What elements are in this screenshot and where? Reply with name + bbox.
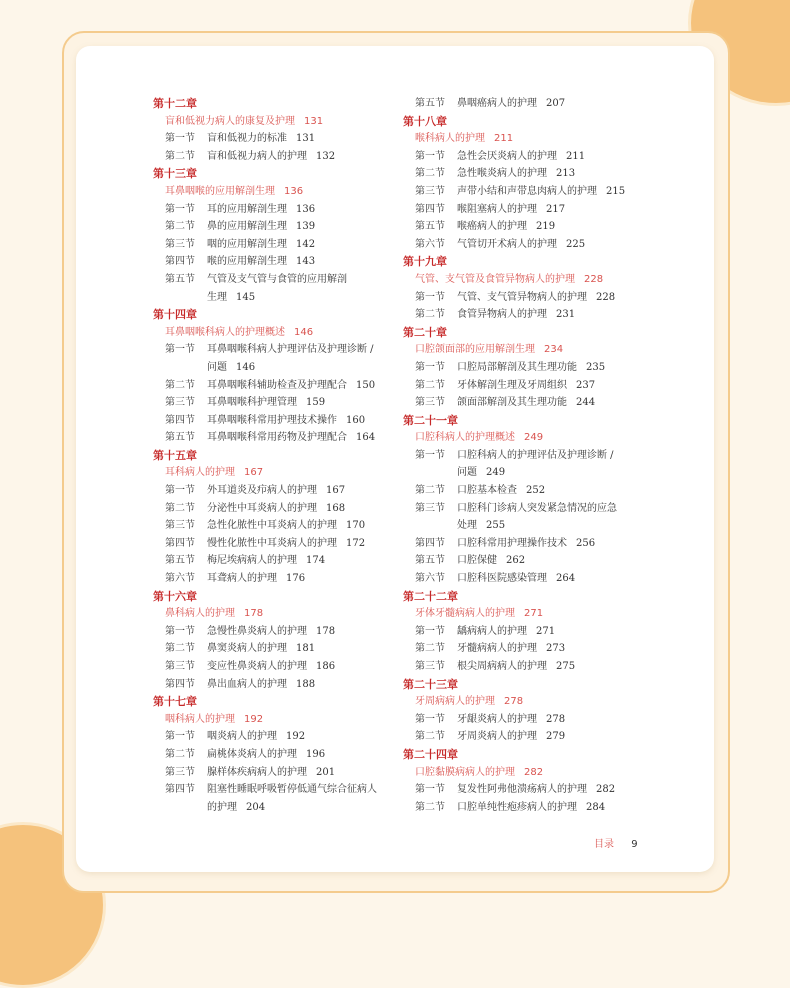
toc-left-column [153, 95, 413, 816]
toc-section [403, 658, 663, 676]
toc-section [153, 341, 413, 359]
page-ref: 186 [316, 661, 336, 672]
section-number: 第四节 [165, 678, 195, 690]
section-number: 第二节 [415, 485, 445, 497]
toc-chapter [153, 447, 413, 465]
toc-section [153, 764, 413, 782]
entry-text: 急慢性鼻炎病人的护理 [207, 625, 307, 637]
page-ref: 159 [306, 397, 326, 409]
section-number: 第一节 [415, 713, 445, 725]
section-number: 第一节 [165, 344, 195, 356]
entry-text: 喉科病人的护理 [415, 133, 485, 145]
section-number: 第二节 [415, 379, 445, 391]
toc-title [153, 711, 413, 729]
section-number: 第二节 [165, 150, 195, 162]
entry-text: 龋病病人的护理 [457, 625, 527, 637]
toc-cont [153, 359, 413, 377]
entry-text: 耳鼻咽喉科病人的护理概述 [165, 326, 285, 338]
section-number: 第二节 [165, 502, 195, 514]
page-ref: 249 [486, 467, 506, 479]
toc-chapter [403, 113, 663, 131]
toc-section [153, 623, 413, 641]
toc-section [403, 201, 663, 219]
page-ref: 234 [544, 344, 564, 356]
page-ref: 278 [504, 696, 524, 708]
entry-text: 梅尼埃病病人的护理 [207, 555, 297, 567]
entry-text: 第十八章 [403, 114, 447, 128]
page-ref: 139 [296, 221, 316, 233]
entry-text: 耳的应用解剖生理 [207, 203, 287, 215]
toc-section [153, 517, 413, 535]
section-number: 第一节 [415, 625, 445, 637]
toc-section [153, 148, 413, 166]
entry-text: 耳科病人的护理 [165, 467, 235, 479]
entry-text: 鼻科病人的护理 [165, 608, 235, 620]
entry-text: 口腔科门诊病人突发紧急情况的应急 [457, 502, 617, 514]
toc-section [153, 500, 413, 518]
entry-text: 第二十三章 [403, 677, 458, 691]
page-ref: 160 [346, 414, 366, 426]
page-ref: 237 [576, 379, 596, 391]
entry-text: 牙龈炎病人的护理 [457, 713, 537, 725]
section-number: 第四节 [165, 256, 195, 268]
page-ref: 264 [556, 573, 576, 585]
entry-text: 处理 [457, 520, 477, 532]
page-ref: 150 [356, 379, 376, 391]
section-number: 第一节 [165, 731, 195, 743]
entry-text: 鼻窦炎病人的护理 [207, 643, 287, 655]
toc-section [153, 676, 413, 694]
page-ref: 164 [356, 432, 376, 444]
page-ref: 146 [236, 361, 256, 373]
section-number: 第二节 [165, 748, 195, 760]
section-number: 第一节 [165, 133, 195, 145]
toc-section [153, 236, 413, 254]
section-number: 第四节 [165, 537, 195, 549]
entry-text: 第十七章 [153, 695, 197, 709]
toc-section [153, 218, 413, 236]
page-ref: 136 [284, 185, 304, 197]
entry-text: 气管、支气管及食管异物病人的护理 [415, 273, 575, 285]
section-number: 第二节 [165, 221, 195, 233]
toc-section [403, 781, 663, 799]
page-ref: 181 [296, 643, 316, 655]
toc-section [153, 130, 413, 148]
toc-title [403, 130, 663, 148]
entry-text: 喉的应用解剖生理 [207, 256, 287, 268]
entry-text: 牙周病病人的护理 [415, 696, 495, 708]
entry-text: 鼻咽癌病人的护理 [457, 98, 537, 109]
section-number: 第三节 [415, 185, 445, 197]
toc-title [153, 183, 413, 201]
entry-text: 耳鼻咽喉的应用解剖生理 [165, 185, 275, 197]
toc-section [153, 201, 413, 219]
entry-text: 第十二章 [153, 97, 197, 110]
entry-text: 急性化脓性中耳炎病人的护理 [207, 520, 337, 532]
entry-text: 生理 [207, 291, 227, 303]
toc-section [403, 570, 663, 588]
page-ref: 235 [586, 361, 606, 373]
toc-title [403, 693, 663, 711]
page-ref: 279 [546, 731, 566, 743]
entry-text: 口腔基本检查 [457, 485, 517, 497]
page-ref: 271 [536, 625, 556, 637]
page-ref: 196 [306, 748, 326, 760]
page-ref: 271 [524, 608, 544, 620]
toc-chapter [153, 306, 413, 324]
toc-section [153, 412, 413, 430]
toc-section [403, 148, 663, 166]
toc-title [403, 605, 663, 623]
toc-section [403, 711, 663, 729]
section-number: 第二节 [415, 731, 445, 743]
toc-cont [403, 464, 663, 482]
section-number: 第三节 [415, 502, 445, 514]
toc-section [153, 640, 413, 658]
page-ref: 192 [286, 731, 306, 743]
toc-cont [403, 517, 663, 535]
toc-section [403, 306, 663, 324]
section-number: 第一节 [415, 291, 445, 303]
page-ref: 174 [306, 555, 326, 567]
toc-section [153, 429, 413, 447]
entry-text: 口腔科常用护理操作技术 [457, 537, 567, 549]
toc-chapter [153, 165, 413, 183]
toc-section [153, 271, 413, 289]
page-ref: 225 [566, 238, 586, 250]
toc-chapter [153, 95, 413, 113]
toc-section [403, 95, 663, 113]
section-number: 第四节 [165, 784, 195, 796]
entry-text: 口腔单纯性疱疹病人的护理 [457, 801, 577, 813]
section-number: 第三节 [165, 397, 195, 409]
page-number: 9 [631, 839, 638, 850]
page-ref: 167 [244, 467, 264, 479]
entry-text: 根尖周病病人的护理 [457, 661, 547, 672]
page-ref: 231 [556, 309, 576, 321]
entry-text: 口腔科医院感染管理 [457, 573, 547, 585]
page-ref: 176 [286, 573, 306, 585]
entry-text: 气管、支气管异物病人的护理 [457, 291, 587, 303]
page-ref: 282 [596, 784, 616, 796]
page-ref: 143 [296, 256, 316, 268]
page-ref: 213 [556, 168, 576, 180]
entry-text: 问题 [457, 467, 477, 479]
page-ref: 228 [584, 273, 604, 285]
page-ref: 256 [576, 537, 596, 549]
page-ref: 255 [486, 520, 506, 532]
entry-text: 气管及支气管与食管的应用解剖 [207, 273, 347, 285]
entry-text: 牙周炎病人的护理 [457, 731, 537, 743]
entry-text: 耳鼻咽喉科常用护理技术操作 [207, 414, 337, 426]
page-ref: 170 [346, 520, 366, 532]
page-ref: 188 [296, 678, 316, 690]
section-number: 第三节 [415, 397, 445, 409]
entry-text: 急性会厌炎病人的护理 [457, 150, 557, 162]
entry-text: 鼻的应用解剖生理 [207, 221, 287, 233]
entry-text: 盲和低视力的标准 [207, 133, 287, 145]
page-ref: 217 [546, 203, 566, 215]
page-ref: 284 [586, 801, 606, 813]
entry-text: 复发性阿弗他溃疡病人的护理 [457, 784, 587, 796]
entry-text: 第二十一章 [403, 413, 458, 427]
toc-chapter [403, 253, 663, 271]
entry-text: 腺样体疾病病人的护理 [207, 766, 307, 778]
entry-text: 阻塞性睡眠呼吸暂停低通气综合征病人 [207, 784, 377, 796]
page-ref: 273 [546, 643, 566, 655]
section-number: 第二节 [165, 379, 195, 391]
section-number: 第五节 [165, 273, 195, 285]
entry-text: 的护理 [207, 801, 237, 813]
section-number: 第二节 [415, 643, 445, 655]
entry-text: 盲和低视力病人的康复及护理 [165, 115, 295, 127]
toc-section [153, 728, 413, 746]
toc-section [403, 359, 663, 377]
toc-title [153, 464, 413, 482]
entry-text: 口腔科病人的护理评估及护理诊断 / [457, 449, 614, 461]
toc-chapter [403, 676, 663, 694]
section-number: 第六节 [415, 573, 445, 585]
section-number: 第三节 [165, 766, 195, 778]
entry-text: 耳鼻咽喉科病人护理评估及护理诊断 / [207, 344, 374, 356]
toc-section [153, 377, 413, 395]
page-ref: 244 [576, 397, 596, 409]
page-footer [594, 835, 638, 850]
entry-text: 口腔黏膜病病人的护理 [415, 766, 515, 778]
toc-section [153, 394, 413, 412]
page-ref: 211 [494, 133, 514, 145]
page-ref: 168 [326, 502, 346, 514]
section-number: 第四节 [165, 414, 195, 426]
section-number: 第二节 [415, 801, 445, 813]
entry-text: 外耳道炎及疖病人的护理 [207, 485, 317, 497]
entry-text: 耳鼻咽喉科护理管理 [207, 397, 297, 409]
toc-section [153, 535, 413, 553]
section-number: 第三节 [165, 661, 195, 672]
entry-text: 扁桃体炎病人的护理 [207, 748, 297, 760]
section-number: 第四节 [415, 203, 445, 215]
toc-section [403, 535, 663, 553]
entry-text: 第二十章 [403, 325, 447, 339]
page-ref: 211 [566, 150, 586, 162]
section-number: 第一节 [415, 150, 445, 162]
entry-text: 第二十二章 [403, 589, 458, 603]
page-ref: 252 [526, 485, 546, 497]
section-number: 第五节 [415, 221, 445, 233]
entry-text: 咽的应用解剖生理 [207, 238, 287, 250]
section-number: 第六节 [165, 573, 195, 585]
entry-text: 慢性化脓性中耳炎病人的护理 [207, 537, 337, 549]
page-ref: 249 [524, 432, 544, 444]
page-ref: 131 [296, 133, 316, 145]
page-ref: 219 [536, 221, 556, 233]
toc-title [403, 341, 663, 359]
section-number: 第一节 [415, 449, 445, 461]
toc-cont [153, 799, 413, 817]
section-number: 第一节 [415, 361, 445, 373]
page-ref: 178 [316, 625, 336, 637]
section-number: 第五节 [415, 98, 445, 109]
entry-text: 牙髓病病人的护理 [457, 643, 537, 655]
toc-chapter [403, 588, 663, 606]
page-ref: 215 [606, 185, 626, 197]
page-ref: 178 [244, 608, 264, 620]
section-number: 第四节 [415, 537, 445, 549]
toc-section [403, 165, 663, 183]
toc-title [403, 271, 663, 289]
toc-section [153, 552, 413, 570]
entry-text: 咽炎病人的护理 [207, 731, 277, 743]
entry-text: 喉癌病人的护理 [457, 221, 527, 233]
entry-text: 口腔局部解剖及其生理功能 [457, 361, 577, 373]
entry-text: 第十三章 [153, 167, 197, 181]
toc-section [403, 500, 663, 518]
page-ref: 262 [506, 555, 526, 567]
section-number: 第六节 [415, 238, 445, 250]
entry-text: 食管异物病人的护理 [457, 309, 547, 321]
toc-right-column [403, 95, 663, 816]
entry-text: 牙体牙髓病病人的护理 [415, 608, 515, 620]
toc-section [153, 482, 413, 500]
page-ref: 172 [346, 537, 366, 549]
toc-title [403, 429, 663, 447]
section-number: 第五节 [415, 555, 445, 567]
section-number: 第二节 [415, 168, 445, 180]
page-ref: 201 [316, 766, 336, 778]
toc-section [403, 236, 663, 254]
toc-title [403, 764, 663, 782]
page-ref: 167 [326, 485, 346, 497]
toc-chapter [153, 588, 413, 606]
toc-section [403, 289, 663, 307]
toc-chapter [403, 746, 663, 764]
entry-text: 问题 [207, 361, 227, 373]
section-number: 第三节 [415, 661, 445, 672]
page-ref: 146 [294, 326, 314, 338]
section-number: 第三节 [165, 238, 195, 250]
entry-text: 第十六章 [153, 589, 197, 603]
toc-section [403, 552, 663, 570]
entry-text: 口腔科病人的护理概述 [415, 432, 515, 444]
entry-text: 分泌性中耳炎病人的护理 [207, 502, 317, 514]
entry-text: 急性喉炎病人的护理 [457, 168, 547, 180]
section-number: 第一节 [415, 784, 445, 796]
page-ref: 192 [244, 713, 264, 725]
toc-section [403, 640, 663, 658]
toc-cont [153, 289, 413, 307]
entry-text: 牙体解剖生理及牙周组织 [457, 379, 567, 391]
toc-section [403, 218, 663, 236]
page-ref: 275 [556, 661, 576, 672]
toc-section [153, 781, 413, 799]
page-ref: 228 [596, 291, 616, 303]
section-number: 第一节 [165, 485, 195, 497]
section-number: 第三节 [165, 520, 195, 532]
section-number: 第一节 [165, 203, 195, 215]
toc-title [153, 324, 413, 342]
entry-text: 耳鼻咽喉科辅助检查及护理配合 [207, 379, 347, 391]
section-number: 第二节 [415, 309, 445, 321]
page-ref: 136 [296, 203, 316, 215]
toc-title [153, 605, 413, 623]
entry-text: 颌面部解剖及其生理功能 [457, 397, 567, 409]
page-ref: 145 [236, 291, 256, 303]
entry-text: 口腔保健 [457, 555, 497, 567]
page-ref: 282 [524, 766, 544, 778]
entry-text: 声带小结和声带息肉病人的护理 [457, 185, 597, 197]
entry-text: 第十四章 [153, 308, 197, 322]
entry-text: 鼻出血病人的护理 [207, 678, 287, 690]
toc-section [403, 623, 663, 641]
entry-text: 口腔颌面部的应用解剖生理 [415, 344, 535, 356]
entry-text: 变应性鼻炎病人的护理 [207, 661, 307, 672]
entry-text: 气管切开术病人的护理 [457, 238, 557, 250]
toc-section [403, 447, 663, 465]
entry-text: 第二十四章 [403, 747, 458, 761]
toc-section [153, 658, 413, 676]
toc-section [403, 482, 663, 500]
section-number: 第五节 [165, 432, 195, 444]
toc-chapter [403, 324, 663, 342]
toc-chapter [153, 693, 413, 711]
entry-text: 咽科病人的护理 [165, 713, 235, 725]
section-number: 第一节 [165, 625, 195, 637]
toc-chapter [403, 412, 663, 430]
toc-section [153, 570, 413, 588]
toc-title [153, 113, 413, 131]
page-ref: 131 [304, 115, 324, 127]
entry-text: 耳鼻咽喉科常用药物及护理配合 [207, 432, 347, 444]
entry-text: 喉阻塞病人的护理 [457, 203, 537, 215]
page-ref: 142 [296, 238, 316, 250]
toc-section [403, 377, 663, 395]
toc-section [403, 728, 663, 746]
entry-text: 耳聋病人的护理 [207, 573, 277, 585]
toc-section [153, 746, 413, 764]
page-ref: 204 [246, 801, 266, 813]
toc-section [153, 253, 413, 271]
toc-section [403, 183, 663, 201]
entry-text: 第十九章 [403, 255, 447, 269]
page-ref: 207 [546, 98, 566, 109]
toc-section [403, 394, 663, 412]
page-ref: 132 [316, 150, 336, 162]
toc-section [403, 799, 663, 817]
entry-text: 盲和低视力病人的护理 [207, 150, 307, 162]
page-ref: 278 [546, 713, 566, 725]
section-number: 第二节 [165, 643, 195, 655]
footer-label: 目录 [594, 839, 614, 850]
section-number: 第五节 [165, 555, 195, 567]
entry-text: 第十五章 [153, 448, 197, 462]
